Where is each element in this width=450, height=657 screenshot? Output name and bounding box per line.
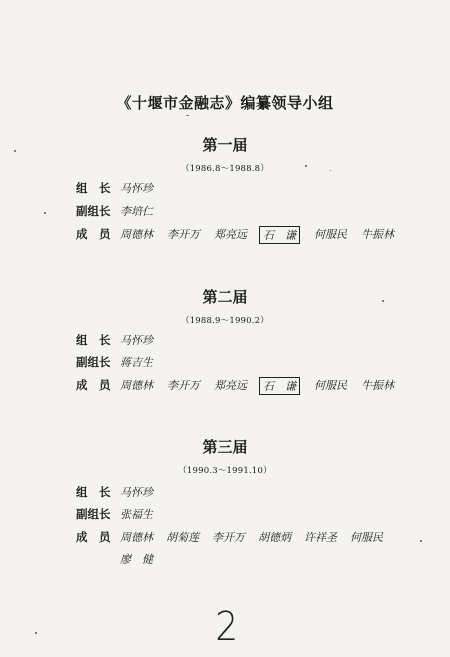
term-1-header [0,134,450,174]
person-name: 马怀珍 [120,182,153,195]
role-label: 组 长 [76,181,111,195]
person-name: 马怀珍 [120,486,153,499]
person-name: 许祥圣 [304,531,337,544]
person-name: 牛振林 [361,379,394,392]
role-label: 成 员 [76,378,111,392]
term-title: 第二届 [202,288,248,306]
term-dates: （1988.9～1990.2） [181,316,269,326]
term-title: 第一届 [202,136,248,154]
members-list [120,226,394,244]
person-name: 蒋吉生 [120,356,153,369]
term-1-leader-row [76,180,153,196]
role-label: 组 长 [76,333,111,347]
person-name: 李培仁 [120,205,153,218]
person-name: 何服民 [350,531,383,544]
scan-speck [305,165,307,167]
person-name: 周德林 [120,228,153,241]
term-1-members-row [76,226,394,244]
role-label: 成 员 [76,227,111,241]
person-name-boxed: 石 谦 [259,377,300,395]
document-title: 《十堰市金融志》编纂领导小组 [116,94,334,112]
person-name: 廖 健 [120,553,153,566]
term-2-header [0,286,450,326]
person-name: 李开万 [212,531,245,544]
person-name: 周德林 [120,379,153,392]
term-3-header [0,436,450,476]
members-list [120,529,383,545]
members-list [120,377,394,395]
person-name: 郑亮远 [214,228,247,241]
role-label: 组 长 [76,485,111,499]
person-name: 李开万 [167,228,200,241]
term-3-leader-row [76,484,153,500]
page-number: 2 [215,604,239,650]
person-name: 何服民 [314,228,347,241]
scan-speck [35,632,37,634]
scan-speck [420,540,422,542]
role-label: 成 员 [76,530,111,544]
person-name: 胡德炳 [258,531,291,544]
person-name: 李开万 [167,379,200,392]
scan-speck [382,300,384,302]
term-3-members-row [76,529,383,545]
person-name: 何服民 [314,379,347,392]
scan-speck [44,212,46,214]
person-name: 周德林 [120,531,153,544]
term-dates: （1990.3～1991.10） [178,466,272,476]
term-2-members-row [76,377,394,395]
term-2-leader-row [76,332,153,348]
term-1-deputy-row [76,203,153,219]
scan-speck [186,115,189,116]
role-label: 副组长 [76,204,111,218]
person-name: 马怀珍 [120,334,153,347]
person-name: 张福生 [120,508,153,521]
person-name-boxed: 石 谦 [259,226,300,244]
person-name: 牛振林 [361,228,394,241]
person-name: 胡菊莲 [166,531,199,544]
term-3-members-row-2 [120,551,153,567]
person-name: 郑亮远 [214,379,247,392]
term-2-deputy-row [76,354,153,370]
role-label: 副组长 [76,355,111,369]
term-dates: （1986.8～1988.8） [181,164,269,174]
term-title: 第三届 [202,438,248,456]
term-3-deputy-row [76,506,153,522]
role-label: 副组长 [76,507,111,521]
scan-speck [330,170,331,171]
scan-speck [14,150,16,152]
